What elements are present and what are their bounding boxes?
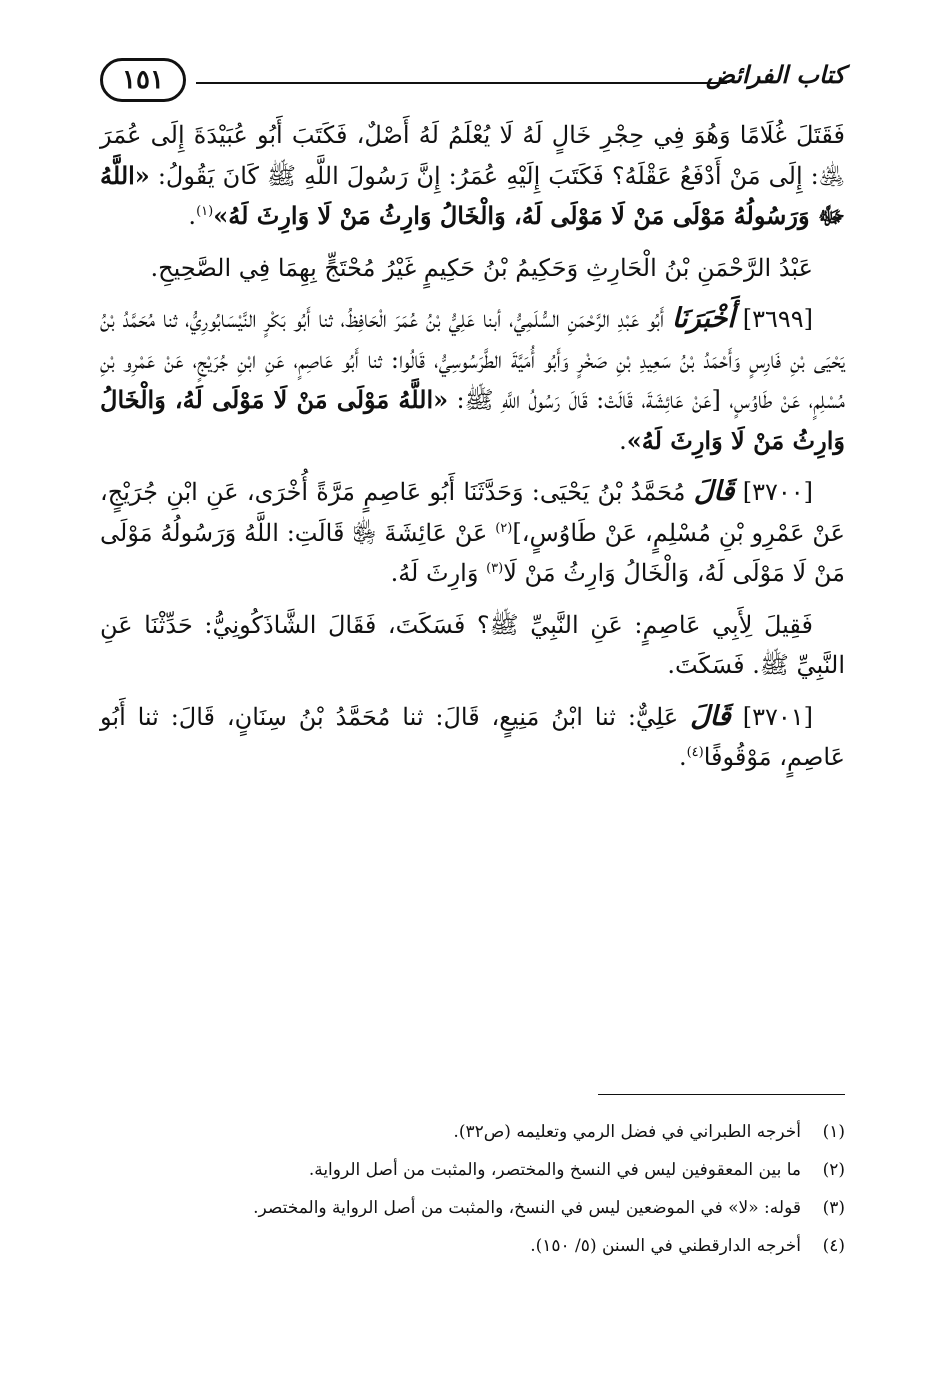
page-header	[100, 58, 845, 108]
footnote-marker: (١)	[196, 204, 214, 219]
footnote-marker: (٢)	[495, 520, 513, 536]
hadith-number: [٣٧٠٠]	[742, 478, 813, 506]
paragraph-text: مُحَمَّدُ بْنُ يَحْيَى: وَحَدَّثَنَا أَبُو عَاصِمٍ مَرَّةً أُخْرَى، عَنِ ابْنِ جُرَيْجٍ، عَنْ عَمْرِو بْنِ مُسْلِمٍ، عَنْ طَاوُسٍ،]	[100, 478, 846, 547]
footnote-text: أخرجه الدارقطني في السنن (٥/ ١٥٠).	[530, 1236, 801, 1256]
hadith-quote: «اللَّهُ ﷻ وَرَسُولُهُ مَوْلَى مَنْ لَا مَوْلَى لَهُ، وَالْخَالُ وَارِثُ مَنْ لَا وَارِثَ لَهُ»	[100, 160, 845, 230]
paragraph-2	[100, 248, 845, 289]
paragraph-3699	[100, 299, 845, 461]
footnote-number: (٤)	[822, 1236, 845, 1256]
paragraph-end: .	[188, 202, 197, 230]
paragraph-text: عَنْ عَائِشَةَ ﵂ قَالَتِ: اللَّهُ وَرَسُولُهُ مَوْلَى مَنْ لَا مَوْلَى لَهُ، وَالْخَالُ وَارِثُ مَنْ لَا	[100, 518, 845, 587]
page-number-badge: ١٥١	[100, 58, 186, 102]
paragraph-text: أَبُو عَبْدِ الرَّحْمَنِ السُّلَمِيُّ، أبنا عَلِيُّ بْنُ عُمَرَ الْحَافِظُ، ثنا أَبُو بَكْرٍ النَّيْسَابُورِيُّ، ثنا مُحَمَّدُ بْنُ يَحْيَى بْنِ فَارِسٍ وَأَحْمَدُ بْنُ سَعِيدِ بْنِ صَخْرٍ وَأَبُو أُمَيَّةَ الطَّرَسُوسِيُّ، قَالُوا: ثنا أَبُو عَاصِمٍ، عَنِ ابْنِ جُرَيْجٍ، عَنْ عَمْرِو بْنِ مُسْلِمٍ، عَنْ طَاوُسٍ، [عَنْ عَائِشَةَ، قَالَتْ: قَالَ رَسُولُ اللَّهِ ﷺ:	[100, 305, 845, 414]
main-text	[100, 115, 845, 789]
footnote-number: (١)	[822, 1122, 845, 1142]
footnote-separator	[598, 1094, 845, 1095]
paragraph-end: .	[678, 743, 687, 771]
paragraph-text: وَارِثَ لَهُ.	[390, 559, 487, 587]
narration-verb: قَالَ	[693, 476, 735, 507]
paragraph-text: عَلِيٌّ: ثنا ابْنُ مَنِيعٍ، قَالَ: ثنا مُحَمَّدُ بْنُ سِنَانٍ، قَالَ: ثنا أَبُو عَاصِمٍ، مَوْقُوفًا	[100, 702, 845, 771]
hadith-number: [٣٦٩٩]	[742, 305, 813, 333]
paragraph-3700	[100, 472, 845, 594]
paragraph-text: فَقِيلَ لِأَبِي عَاصِمٍ: عَنِ النَّبِيِّ ﷺ؟ فَسَكَتَ، فَقَالَ الشَّاذَكُونِيُّ: حَدِّثْنَا عَنِ النَّبِيِّ ﷺ. فَسَكَتَ.	[100, 610, 845, 679]
paragraph-5	[100, 605, 845, 686]
hadith-quote: «اللَّهُ مَوْلَى مَنْ لَا مَوْلَى لَهُ، وَالْخَالُ وَارِثُ مَنْ لَا وَارِثَ لَهُ»	[100, 385, 845, 455]
paragraph-end: .	[619, 426, 627, 455]
footnote-marker: (٤)	[686, 745, 704, 760]
footnote-item	[100, 1113, 845, 1151]
paragraph-text: عَبْدُ الرَّحْمَنِ بْنُ الْحَارِثِ وَحَكِيمُ بْنُ حَكِيمٍ غَيْرُ مُحْتَجٍّ بِهِمَا فِي الصَّحِيحِ.	[150, 253, 813, 282]
paragraph-3701	[100, 697, 845, 778]
footnote-number: (٢)	[822, 1160, 845, 1180]
footnotes	[100, 1113, 845, 1265]
header-rule	[196, 82, 727, 84]
hadith-number: [٣٧٠١]	[742, 702, 814, 731]
footnote-text: أخرجه الطبراني في فضل الرمي وتعليمه (ص٣٢).	[453, 1122, 801, 1142]
book-title: كتاب الفرائض	[705, 60, 845, 89]
footnote-item	[100, 1189, 845, 1227]
paragraph-1	[100, 115, 845, 237]
footnote-number: (٣)	[822, 1198, 845, 1218]
footnote-text: ما بين المعقوفين ليس في النسخ والمختصر، والمثبت من أصل الرواية.	[308, 1160, 801, 1180]
footnote-item	[100, 1227, 845, 1265]
narration-verb: قَالَ	[690, 700, 731, 732]
paragraph-text: فَقَتَلَ غُلَامًا وَهُوَ فِي حِجْرِ خَالٍ لَهُ لَا يُعْلَمُ لَهُ أَصْلٌ، فَكَتَبَ أَبُو عُبَيْدَةَ إِلَى عُمَرَ ﵁: إِلَى مَنْ أَدْفَعُ عَقْلَهُ؟ فَكَتَبَ إِلَيْهِ عُمَرُ: إِنَّ رَسُولَ اللَّهِ ﷺ كَانَ يَقُولُ:	[100, 121, 845, 190]
footnote-text: قوله: «لا» في الموضعين ليس في النسخ، والمثبت من أصل الرواية والمختصر.	[253, 1198, 801, 1218]
footnote-item	[100, 1151, 845, 1189]
footnote-marker: (٣)	[486, 561, 504, 576]
narration-verb: أَخْبَرَنَا	[671, 303, 735, 334]
